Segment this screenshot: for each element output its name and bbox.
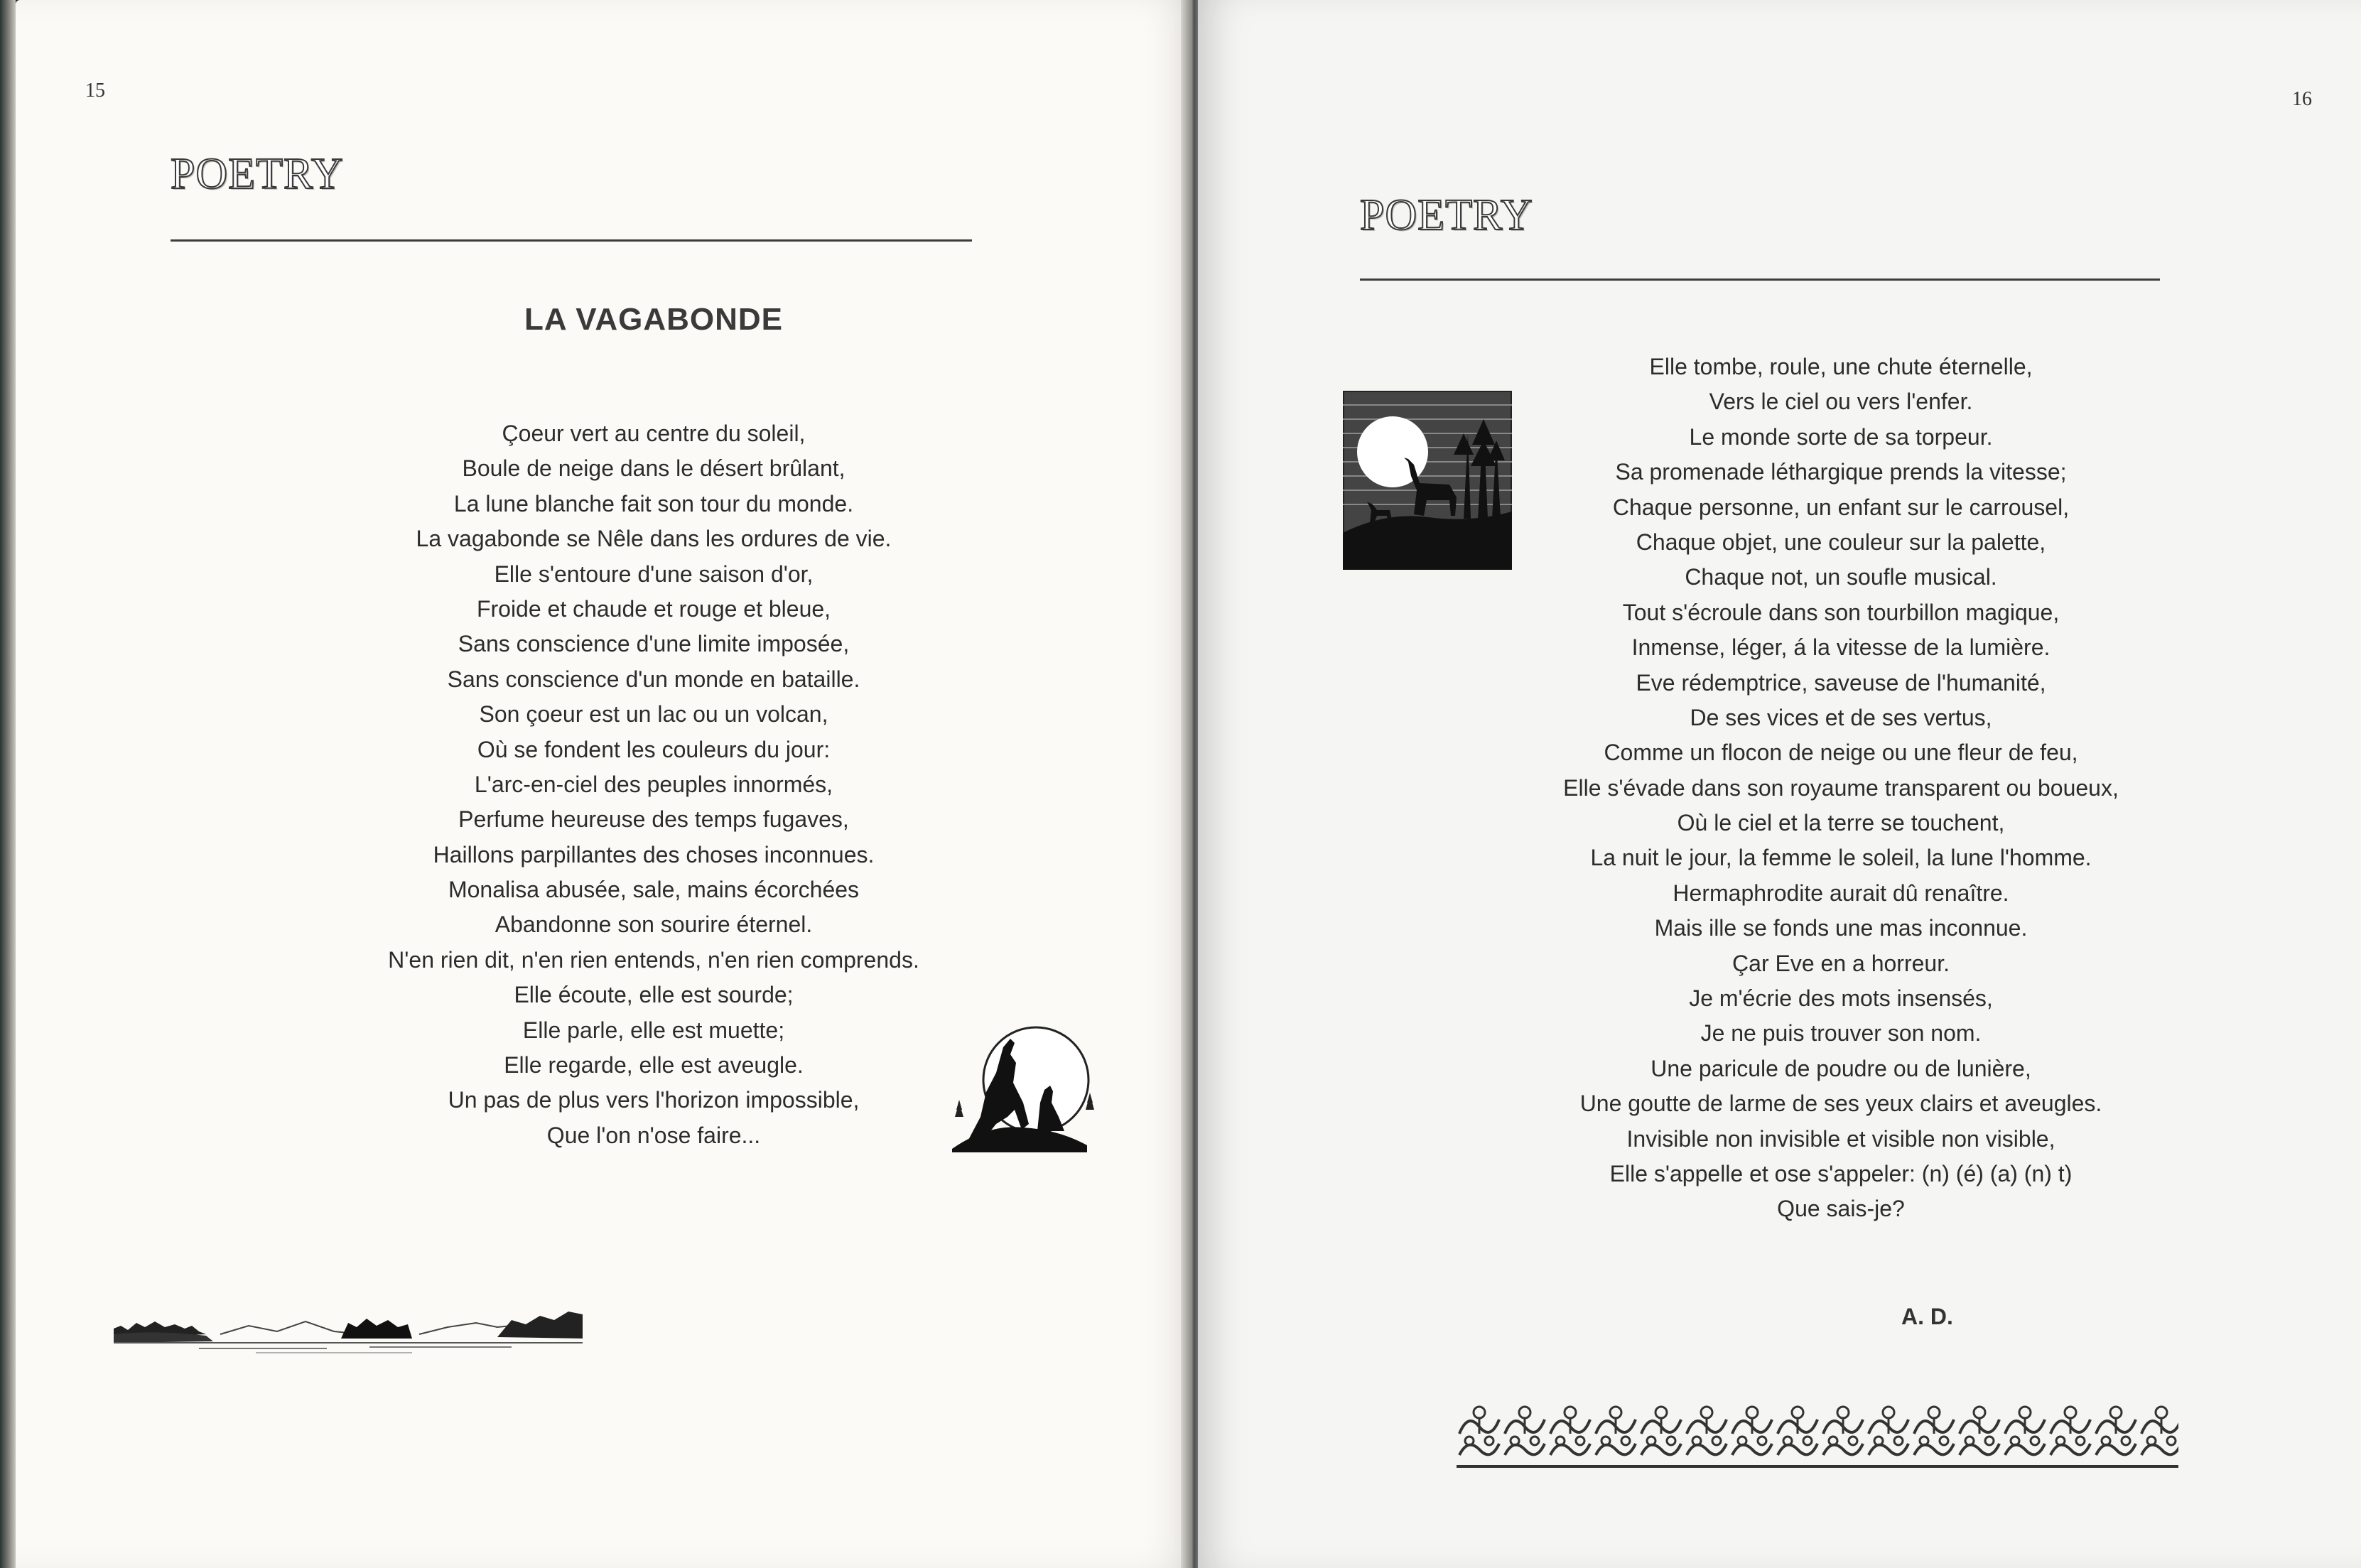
poem-line: Elle regarde, elle est aveugle. (504, 1052, 804, 1078)
poem-line: Eve rédemptrice, saveuse de l'humanité, (1636, 669, 2046, 696)
poem-line: De ses vices et de ses vertus, (1690, 704, 1992, 730)
heading-rule (1360, 279, 2160, 281)
poem-line: Chaque personne, un enfant sur le carrousel, (1612, 494, 2070, 520)
poem-line: Tout s'écroule dans son tourbillon magique, (1622, 599, 2060, 625)
poem-line: La vagabonde se Nêle dans les ordures de vie. (416, 526, 892, 552)
poem-line: Invisible non invisible et visible non visible, (1626, 1125, 2055, 1152)
poem-line: Sans conscience d'un monde en bataille. (447, 666, 860, 692)
ornamental-border-illustration (1457, 1398, 2178, 1472)
poem-line: Chaque objet, une couleur sur la palette, (1636, 529, 2046, 555)
poem-line: Elle tombe, roule, une chute éternelle, (1649, 354, 2033, 379)
poem-line: Où se fondent les couleurs du jour: (477, 736, 831, 762)
poem-line: Comme un flocon de neige ou une fleur de feu, (1604, 740, 2078, 766)
poem-line: Une paricule de poudre ou de lunière, (1650, 1055, 2031, 1081)
poem-line: Haillons parpillantes des choses inconnues. (433, 841, 875, 867)
poem-line: Le monde sorte de sa torpeur. (1689, 423, 1993, 450)
page-number: 16 (2292, 88, 2312, 110)
poem-line: Inmense, léger, á la vitesse de la lumière. (1631, 634, 2051, 661)
poem-line: Elle écoute, elle est sourde; (514, 982, 794, 1008)
poem-line: Où le ciel et la terre se touchent, (1677, 810, 2005, 836)
poem-line: Çoeur vert au centre du soleil, (502, 421, 806, 446)
poem-line: L'arc-en-ciel des peuples innormés, (474, 771, 833, 797)
poem-line: Hermaphrodite aurait dû renaître. (1673, 880, 2009, 906)
poem-line: Sa promenade léthargique prends la vitesse; (1615, 459, 2067, 485)
section-heading: POETRY (171, 150, 344, 198)
howling-wolves-illustration (945, 1017, 1108, 1152)
poem-line: La nuit le jour, la femme le soleil, la lune l'homme. (1590, 845, 2092, 871)
poem-line: Perfume heureuse des temps fugaves, (458, 806, 849, 833)
poem-line: Un pas de plus vers l'horizon impossible, (448, 1087, 860, 1113)
poem-line: Je m'écrie des mots insensés, (1689, 985, 1993, 1012)
page-number: 15 (85, 80, 105, 102)
author-signature: A. D. (1901, 1304, 1953, 1329)
poem-line: Çar Eve en a horreur. (1732, 950, 1950, 976)
poem-line: N'en rien dit, n'en rien entends, n'en rien comprends. (388, 946, 919, 973)
poem-line: Elle s'appelle et ose s'appeler: (n) (é) (a) (n) t) (1609, 1160, 2073, 1186)
poem-title: LA VAGABONDE (524, 302, 783, 337)
poem-line: Elle s'évade dans son royaume transparent ou boueux, (1563, 774, 2119, 801)
poem-line: Une goutte de larme de ses yeux clairs et aveugles. (1579, 1091, 2102, 1117)
poem-line: La lune blanche fait son tour du monde. (453, 490, 854, 517)
left-page (16, 0, 1194, 1568)
heading-rule (171, 239, 972, 242)
lake-landscape-illustration (114, 1306, 583, 1356)
poem-line: Que sais-je? (1777, 1196, 1905, 1222)
poem-line: Froide et chaude et rouge et bleue, (476, 595, 831, 622)
poem-line: Abandonne son sourire éternel. (495, 912, 813, 938)
poem-line: Que l'on n'ose faire... (546, 1122, 761, 1148)
poem-line: Elle parle, elle est muette; (522, 1017, 785, 1043)
poem-line: Vers le ciel ou vers l'enfer. (1709, 389, 1973, 415)
section-heading: POETRY (1360, 191, 1533, 239)
right-page (1198, 0, 2361, 1568)
poem-line: Chaque not, un soufle musical. (1685, 564, 1997, 590)
poem-line: Elle s'entoure d'une saison d'or, (494, 561, 814, 587)
poem-body (1425, 350, 2257, 1227)
poem-line: Boule de neige dans le désert brûlant, (462, 455, 845, 482)
poem-line: Son çoeur est un lac ou un volcan, (479, 701, 828, 728)
poem-line: Je ne puis trouver son nom. (1700, 1020, 1982, 1047)
poem-line: Mais ille se fonds une mas inconnue. (1654, 915, 2028, 941)
book-binding-edge (0, 0, 16, 1568)
poem-line: Sans conscience d'une limite imposée, (458, 631, 850, 657)
poem-line: Monalisa abusée, sale, mains écorchées (448, 877, 860, 903)
